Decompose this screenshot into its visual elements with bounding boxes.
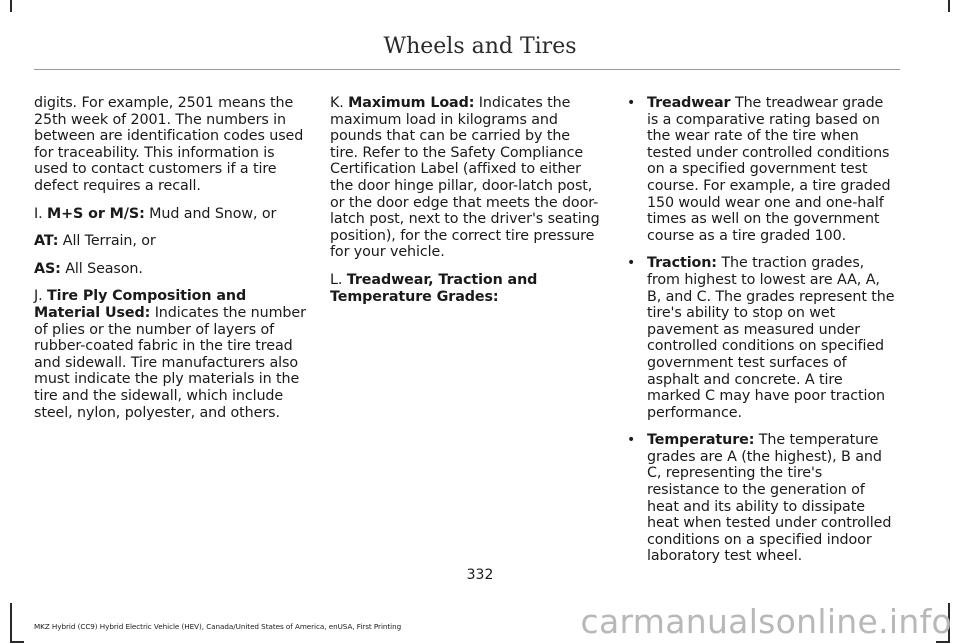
printing-info: MKZ Hybrid (CC9) Hybrid Electric Vehicle (HEV), Canada/United States of America, enUSA, First Printing: [34, 622, 402, 631]
paragraph-all-terrain: AT: All Terrain, or: [34, 233, 156, 250]
watermark-text: carmanualsonline.info: [580, 602, 952, 641]
paragraph-maximum-load: K. Maximum Load: Indicates the maximum load in kilograms and pounds that can be carried by the tire. Refer to the Safety Compliance Certification Label (affixed to either the door hinge pillar, door-latch post, or the door edge that meets the door-latch post, next to the driver's seating position), for the correct tire pressure for your vehicle.: [330, 95, 600, 261]
paragraph-all-season: AS: All Season.: [34, 260, 143, 277]
bullet-icon: •: [627, 95, 636, 111]
page-number: 332: [466, 567, 494, 583]
crop-mark-top-left-vertical: [10, 0, 12, 12]
paragraph-date-code: digits. For example, 2501 means the 25th week of 2001. The numbers in between are identification codes used for traceability. This information is used to contact customers if a tire defect requires a recall.: [34, 95, 304, 194]
bullet-icon: •: [627, 432, 636, 449]
bullet-temperature: • Temperature: The temperature grades are A (the highest), B and C, representing the tire's resistance to the generation of heat and its ability to dissipate heat when tested under controlled conditions on a specified indoor laboratory test wheel.: [627, 432, 892, 565]
text-column-3: [626, 95, 896, 576]
header-divider: [34, 69, 900, 70]
bullet-icon: •: [627, 255, 636, 272]
paragraph-grades-heading: L. Treadwear, Traction and Temperature Grades:: [330, 271, 538, 305]
bullet-traction: • Traction: The traction grades, from highest to lowest are AA, A, B, and C. The grades represent the tire's ability to stop on wet pavement as measured under controlled conditions on specified government test surfaces of asphalt and concrete. A tire marked C may have poor traction performance.: [627, 255, 895, 421]
grades-bullet-list: [626, 95, 896, 565]
text-column-2: [330, 95, 602, 316]
bullet-treadwear: • Treadwear The treadwear grade is a comparative rating based on the wear rate of the tire when tested under controlled conditions on a specified government test course. For example, a tire graded 150 would wear one and one-half times as well on the government course as a tire graded 100.: [627, 95, 891, 244]
text-column-1: [34, 95, 306, 432]
crop-mark-bottom-left-vertical: [10, 603, 12, 643]
crop-mark-top-right-vertical: [948, 0, 950, 12]
paragraph-mud-snow: I. M+S or M/S: Mud and Snow, or: [34, 205, 277, 222]
paragraph-ply-composition: J. Tire Ply Composition and Material Used: Indicates the number of plies or the number of layers of rubber-coated fabric in the tire tread and sidewall. Tire manufacturers also must indicate the ply materials in the tire and the sidewall, which include steel, nylon, polyester, and others.: [34, 288, 306, 421]
page-title: Wheels and Tires: [383, 34, 577, 59]
